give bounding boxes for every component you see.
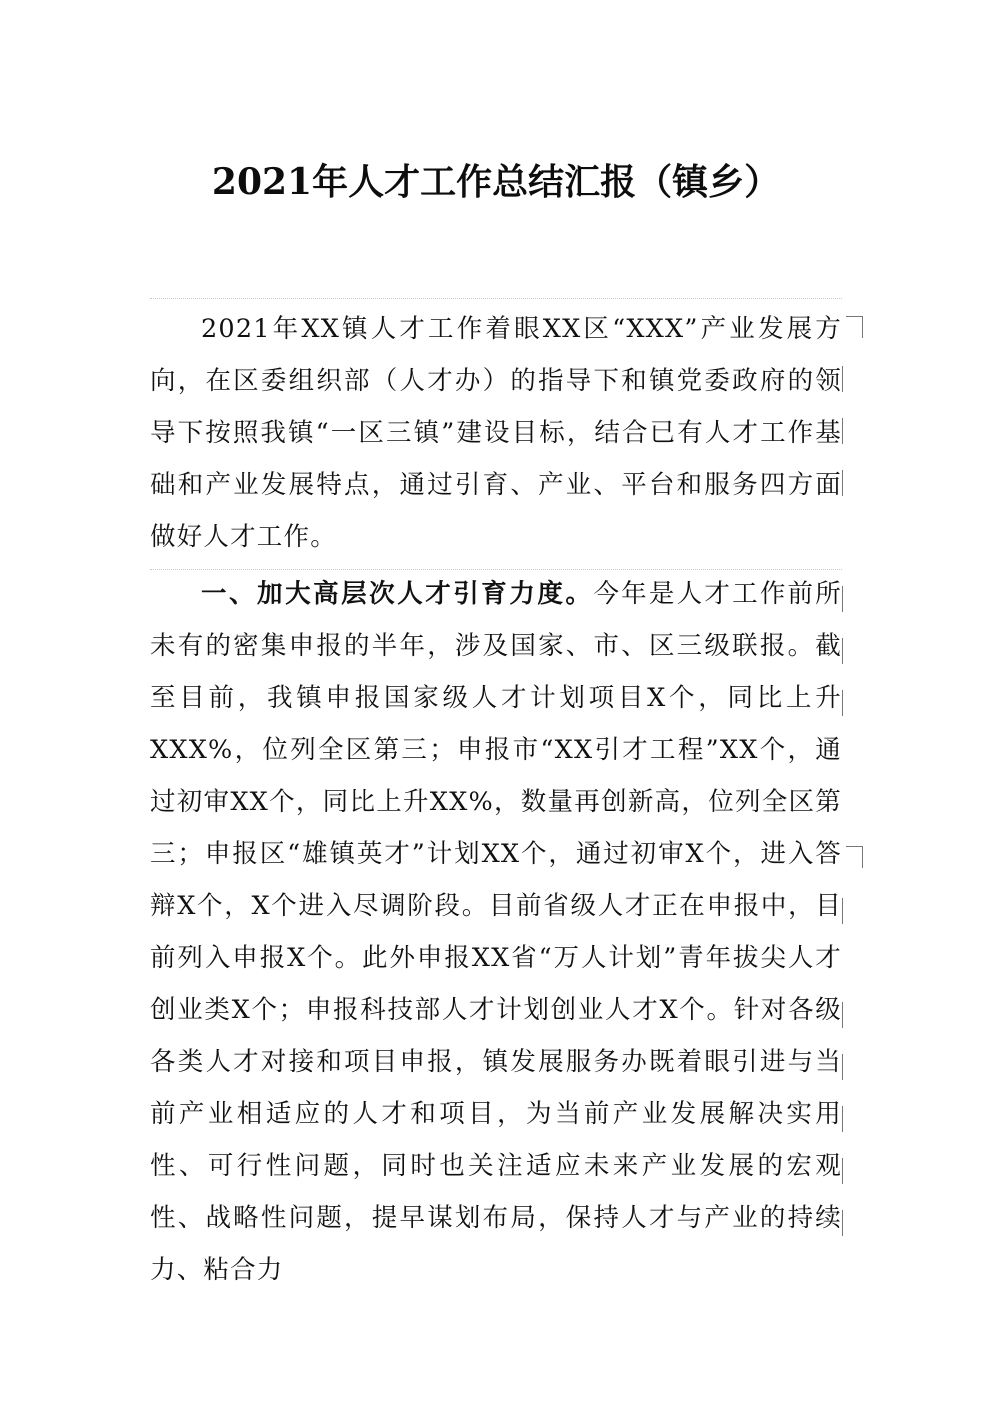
section-1-text: 今年是人才工作前所未有的密集申报的半年，涉及国家、市、区三级联报。截至目前，我镇申报国家级人才计划项目X个，同比上升XXX%，位列全区第三；申报市“XX引才工程”XX个，通过初审XX个，同比上升XX%，数量再创新高，位列全区第三；申报区“雄镇英才”计划XX个，通过初审X个，进入答辩X个，X个进入尽调阶段。目前省级人才正在申报中，目前列入申报X个。此外申报XX省“万人计划”青年拔尖人才创业类X个；申报科技部人才计划创业人才X个。针对各级各类人才对接和项目申报，镇发展服务办既着眼引进与当前产业相适应的人才和项目，为当前产业发展解决实用性、可行性问题，同时也关注适应未来产业发展的宏观性、战略性问题，提早谋划布局，保持人才与产业的持续力、粘合力 (150, 579, 842, 1285)
revision-bar (842, 418, 843, 444)
intro-paragraph: 2021年XX镇人才工作着眼XX区“XXX”产业发展方向，在区委组织部（人才办）的指导下和镇党委政府的领导下按照我镇“一区三镇”建设目标，结合已有人才工作基础和产业发展特点，通过引育、产业、平台和服务四方面做好人才工作。 (150, 314, 842, 552)
section-1-heading: 一、加大高层次人才引育力度。 (201, 579, 594, 609)
revision-bar (846, 316, 862, 317)
revision-bar (842, 638, 843, 664)
revision-bar (842, 586, 843, 612)
section-1-paragraph (150, 568, 842, 1296)
revision-bar (842, 1210, 843, 1236)
section-1-block (150, 568, 842, 1296)
revision-bar (842, 690, 843, 716)
revision-bar (842, 470, 843, 496)
revision-bar (842, 1158, 843, 1184)
revision-bar (842, 1106, 843, 1132)
revision-bar (842, 1054, 843, 1080)
revision-bar (842, 1002, 843, 1028)
revision-bar (842, 366, 843, 392)
revision-bar (862, 846, 863, 868)
intro-block (150, 298, 842, 570)
revision-bar (842, 898, 843, 924)
revision-bar (862, 316, 863, 338)
document-title: 2021年人才工作总结汇报（镇乡） (211, 161, 781, 203)
revision-bar (846, 846, 862, 847)
